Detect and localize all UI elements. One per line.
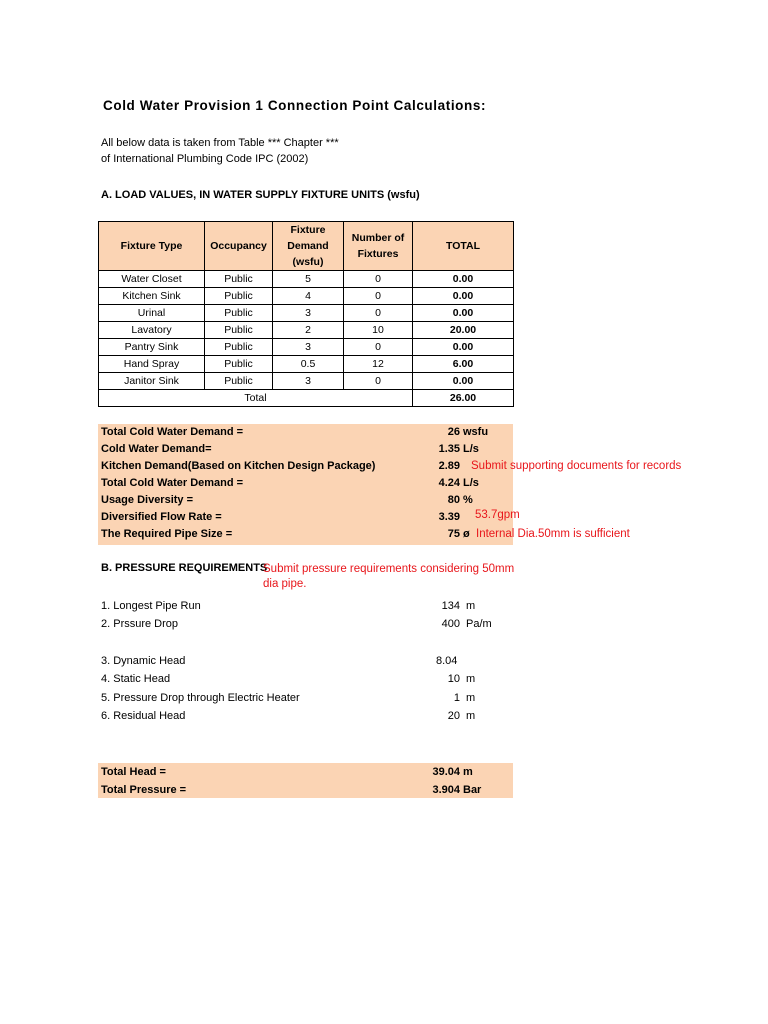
demand-label-flow-rate: Diversified Flow Rate = [101,511,222,523]
fixture-type-cell: Urinal [99,305,205,322]
table-row [99,305,514,322]
demand-label-pipe-size: The Required Pipe Size = [101,528,233,540]
number-cell: 0 [344,288,413,305]
occupancy-cell: Public [205,271,273,288]
total-cell: 6.00 [413,356,514,373]
occupancy-cell: Public [205,322,273,339]
section-b-note-line-1: Submit pressure requirements considering 50mm [263,563,515,575]
total-cell: 0.00 [413,271,514,288]
total-cell: 0.00 [413,305,514,322]
demand-cell: 3 [273,305,344,322]
total-pressure-label: Total Pressure = [101,784,187,796]
table-row [99,271,514,288]
fixture-type-cell: Pantry Sink [99,339,205,356]
demand-value-kitchen: 2.89 [438,460,460,472]
total-pressure-value: 3.904 [432,784,460,796]
flow-rate-note: 53.7gpm [475,509,520,521]
demand-value-pipe-size: 75 [447,528,460,540]
demand-label-kitchen: Kitchen Demand(Based on Kitchen Design Package) [101,460,376,472]
demand-cell: 3 [273,339,344,356]
demand-unit-total-ls: L/s [463,477,479,489]
pressure-label-longest-run: 1. Longest Pipe Run [101,600,201,612]
pressure-label-dynamic-head: 3. Dynamic Head [101,655,186,667]
header-demand-line-3: (wsfu) [292,256,324,268]
occupancy-cell: Public [205,339,273,356]
number-cell: 12 [344,356,413,373]
pressure-value-drop: 400 [441,618,460,630]
header-fixture-type: Fixture Type [99,222,205,271]
total-pressure-unit: Bar [463,784,482,796]
fixture-type-cell: Kitchen Sink [99,288,205,305]
number-cell: 0 [344,271,413,288]
demand-unit-cold-water: L/s [463,443,479,455]
number-cell: 0 [344,305,413,322]
demand-unit-diversity: % [463,494,473,506]
pressure-value-dynamic-head: 8.04 [436,655,458,667]
demand-value-total-wsfu: 26 [447,426,460,438]
header-total: TOTAL [413,222,514,271]
demand-value-total-ls: 4.24 [438,477,460,489]
header-number-of-fixtures [344,222,413,271]
demand-cell: 2 [273,322,344,339]
demand-unit-total-wsfu: wsfu [463,426,489,438]
header-number-line-2: Fixtures [357,248,399,260]
pressure-label-drop: 2. Prssure Drop [101,618,179,630]
demand-value-diversity: 80 [447,494,460,506]
demand-label-total-wsfu: Total Cold Water Demand = [101,426,244,438]
source-line-1: All below data is taken from Table *** Chapter *** [101,137,339,149]
header-number-line-1: Number of [351,232,405,244]
occupancy-cell: Public [205,288,273,305]
pressure-value-heater-drop: 1 [453,692,460,704]
pressure-unit-residual-head: m [466,710,476,722]
pressure-unit-static-head: m [466,673,476,685]
pressure-unit-drop: Pa/m [466,618,492,630]
demand-value-flow-rate: 3.39 [438,511,460,523]
section-a-heading: A. LOAD VALUES, IN WATER SUPPLY FIXTURE UNITS (wsfu) [101,189,420,201]
demand-label-cold-water: Cold Water Demand= [101,443,212,455]
demand-value-cold-water: 1.35 [438,443,460,455]
total-head-value: 39.04 [432,766,460,778]
table-row [99,322,514,339]
demand-label-total-ls: Total Cold Water Demand = [101,477,244,489]
total-cell: 20.00 [413,322,514,339]
demand-cell: 0.5 [273,356,344,373]
kitchen-note: Submit supporting documents for records [471,460,682,472]
table-row [99,356,514,373]
grand-total-cell: 26.00 [413,390,514,407]
pipe-size-note: Internal Dia.50mm is sufficient [476,528,630,540]
demand-cell: 4 [273,288,344,305]
number-cell: 0 [344,339,413,356]
table-row [99,288,514,305]
pressure-value-residual-head: 20 [447,710,460,722]
header-occupancy: Occupancy [205,222,273,271]
table-row [99,373,514,390]
fixture-type-cell: Hand Spray [99,356,205,373]
occupancy-cell: Public [205,373,273,390]
total-cell: 0.00 [413,373,514,390]
pressure-unit-longest-run: m [466,600,476,612]
fixture-type-cell: Water Closet [99,271,205,288]
total-label-cell: Total [99,390,413,407]
fixture-type-cell: Janitor Sink [99,373,205,390]
table-total-row [99,390,514,407]
number-cell: 0 [344,373,413,390]
source-line-2: of International Plumbing Code IPC (2002) [101,153,309,165]
pressure-value-static-head: 10 [447,673,460,685]
demand-cell: 3 [273,373,344,390]
occupancy-cell: Public [205,356,273,373]
pressure-label-heater-drop: 5. Pressure Drop through Electric Heater [101,692,300,704]
total-cell: 0.00 [413,288,514,305]
fixture-type-cell: Lavatory [99,322,205,339]
diameter-symbol: ø [463,528,470,540]
total-head-unit: m [463,766,473,778]
header-demand-line-2: Demand [287,240,329,252]
pressure-label-residual-head: 6. Residual Head [101,710,186,722]
total-head-label: Total Head = [101,766,166,778]
pressure-label-static-head: 4. Static Head [101,673,171,685]
table-header-row [99,222,514,271]
table-row [99,339,514,356]
page-title: Cold Water Provision 1 Connection Point Calculations: [103,98,487,113]
header-fixture-demand [273,222,344,271]
section-b-heading: B. PRESSURE REQUIREMENTS [101,562,268,574]
pressure-value-longest-run: 134 [441,600,460,612]
demand-cell: 5 [273,271,344,288]
demand-label-diversity: Usage Diversity = [101,494,194,506]
occupancy-cell: Public [205,305,273,322]
header-demand-line-1: Fixture [290,224,326,236]
total-cell: 0.00 [413,339,514,356]
number-cell: 10 [344,322,413,339]
section-b-note-line-2: dia pipe. [263,578,307,590]
fixture-table [98,221,514,407]
pressure-unit-heater-drop: m [466,692,476,704]
